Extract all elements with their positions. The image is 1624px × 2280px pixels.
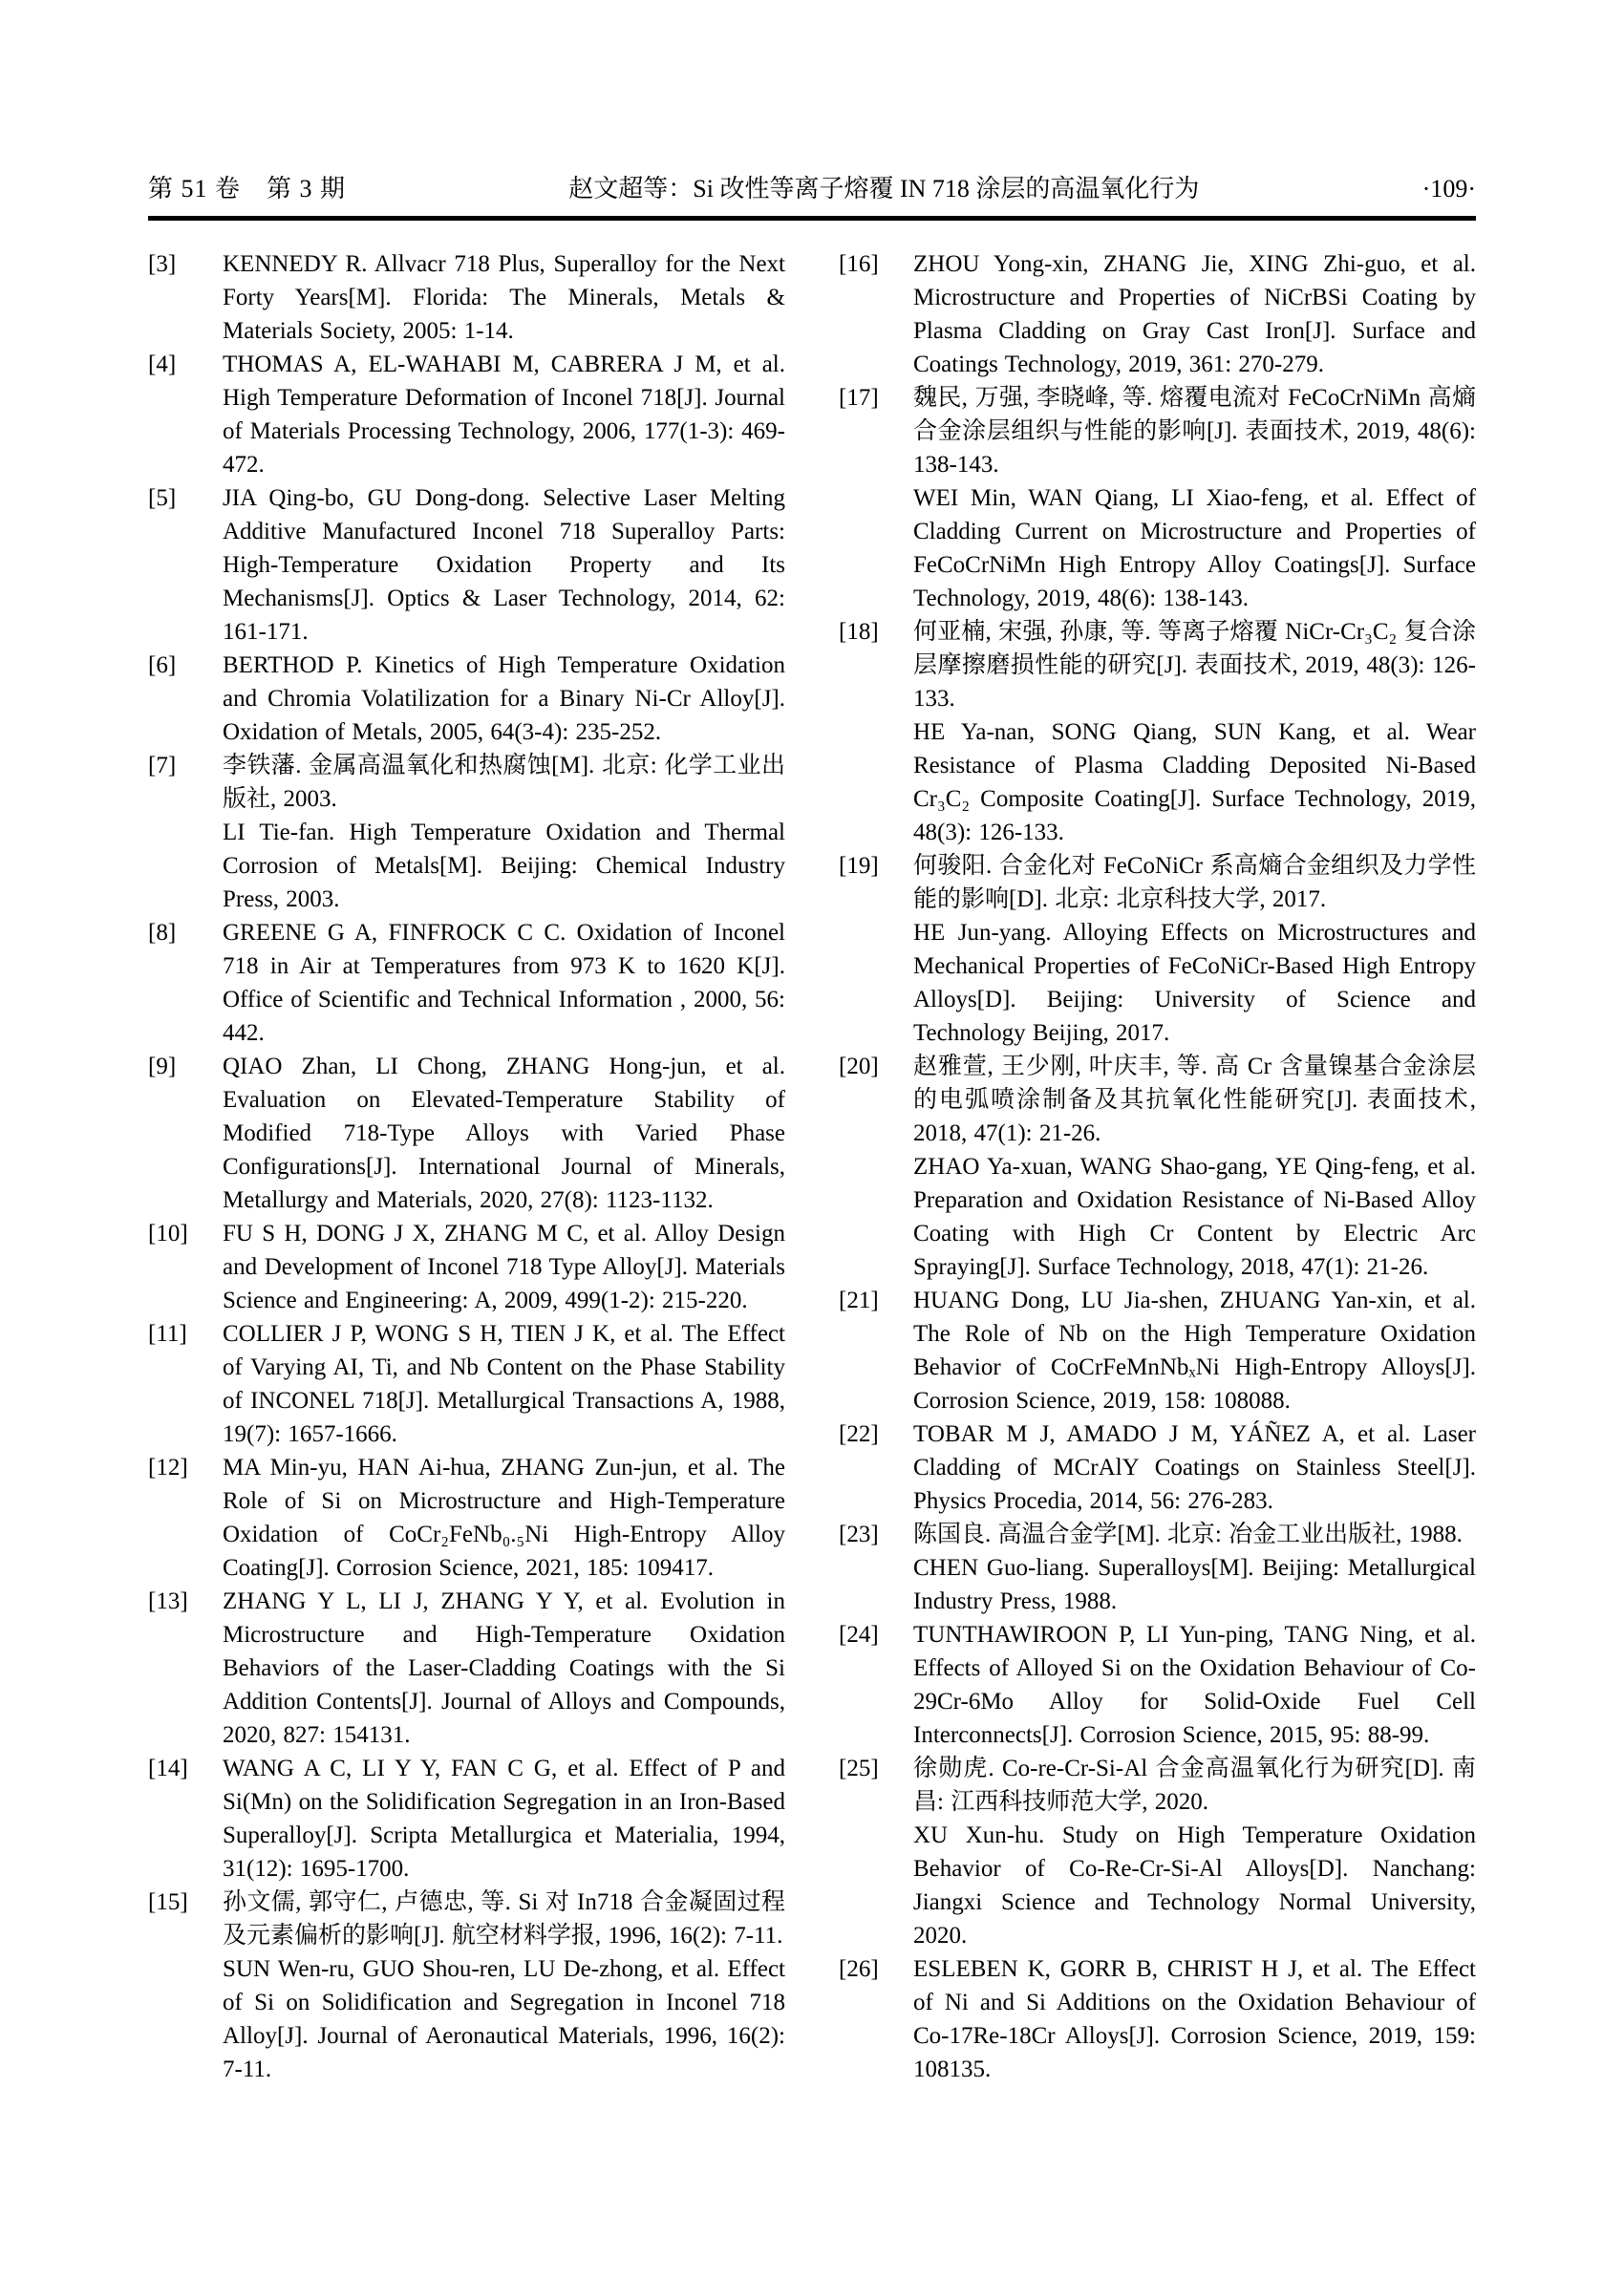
reference-text: 何骏阳. 合金化对 FeCoNiCr 系高熵合金组织及力学性能的影响[D]. 北京: 北京科技大学, 2017.	[913, 853, 1476, 912]
reference-body	[223, 247, 785, 348]
reference-item	[839, 1752, 1476, 1952]
reference-text: 李铁藩. 金属高温氧化和热腐蚀[M]. 北京: 化学工业出版社, 2003.	[223, 753, 785, 812]
reference-text: MA Min-yu, HAN Ai-hua, ZHANG Zun-jun, et al. The Role of Si on Microstructure and High-Temperature Oxidation of CoCr₂FeNb₀.₅Ni High-Entropy Alloy Coating[J]. Corrosion Science, 2021, 185: 109417.	[223, 1455, 785, 1581]
reference-item	[839, 381, 1476, 615]
reference-body	[223, 1217, 785, 1317]
reference-body	[913, 1618, 1476, 1752]
reference-text: ZHAO Ya-xuan, WANG Shao-gang, YE Qing-feng, et al. Preparation and Oxidation Resistance of Ni-Based Alloy Coating with High Cr Content by Electric Arc Spraying[J]. Surface Technology, 2018, 47(1): 21-26.	[913, 1154, 1476, 1280]
reference-body	[223, 1886, 785, 2086]
reference-item	[839, 1952, 1476, 2086]
reference-item	[839, 1050, 1476, 1284]
reference-text: ZHANG Y L, LI J, ZHANG Y Y, et al. Evolution in Microstructure and High-Temperature Oxidation Behaviors of the Laser-Cladding Coatings with the Si Addition Contents[J]. Journal of Alloys and Compounds, 2020, 827: 154131.	[223, 1588, 785, 1748]
reference-item	[148, 749, 785, 916]
reference-body	[913, 849, 1476, 1050]
reference-body	[223, 1585, 785, 1752]
reference-item	[148, 649, 785, 749]
reference-item	[148, 1752, 785, 1886]
reference-number: [13]	[148, 1588, 188, 1614]
reference-body	[913, 1518, 1476, 1618]
reference-body	[913, 1752, 1476, 1952]
reference-body	[223, 1451, 785, 1585]
reference-number: [15]	[148, 1889, 188, 1915]
reference-number: [23]	[839, 1522, 879, 1547]
reference-text: 赵雅萱, 王少刚, 叶庆丰, 等. 高 Cr 含量镍基合金涂层的电弧喷涂制备及其抗氧化性能研究[J]. 表面技术, 2018, 47(1): 21-26.	[913, 1054, 1476, 1146]
reference-body	[913, 1284, 1476, 1417]
reference-number: [20]	[839, 1054, 879, 1079]
reference-item	[839, 1417, 1476, 1518]
reference-body	[913, 1952, 1476, 2086]
reference-item	[148, 1451, 785, 1585]
header-volume-issue: 第 51 卷 第 3 期	[148, 175, 347, 202]
reference-number: [5]	[148, 485, 177, 511]
reference-text: GREENE G A, FINFROCK C C. Oxidation of Inconel 718 in Air at Temperatures from 973 K to 1620 K[J]. Office of Scientific and Technical Information , 2000, 56: 442.	[223, 920, 785, 1046]
reference-text: THOMAS A, EL-WAHABI M, CABRERA J M, et al. High Temperature Deformation of Inconel 718[J]. Journal of Materials Processing Technology, 2006, 177(1-3): 469-472.	[223, 352, 785, 478]
reference-number: [19]	[839, 853, 879, 879]
references-left-column	[148, 247, 785, 2086]
reference-number: [21]	[839, 1288, 879, 1313]
references-right-column	[839, 247, 1476, 2086]
reference-item	[148, 247, 785, 348]
reference-body	[223, 649, 785, 749]
reference-text: JIA Qing-bo, GU Dong-dong. Selective Laser Melting Additive Manufactured Inconel 718 Superalloy Parts: High-Temperature Oxidation Property and Its Mechanisms[J]. Optics & Laser Technology, 2014, 62: 161-171.	[223, 485, 785, 645]
reference-number: [4]	[148, 352, 177, 377]
reference-text: ESLEBEN K, GORR B, CHRIST H J, et al. The Effect of Ni and Si Additions on the Oxidation Behaviour of Co-17Re-18Cr Alloys[J]. Corrosion Science, 2019, 159: 108135.	[913, 1956, 1476, 2082]
reference-item	[148, 1317, 785, 1451]
reference-number: [22]	[839, 1421, 879, 1447]
reference-number: [8]	[148, 920, 177, 946]
reference-text: 孙文儒, 郭守仁, 卢德忠, 等. Si 对 In718 合金凝固过程及元素偏析的影响[J]. 航空材料学报, 1996, 16(2): 7-11.	[223, 1889, 785, 1949]
reference-number: [14]	[148, 1756, 188, 1781]
reference-text: 魏民, 万强, 李晓峰, 等. 熔覆电流对 FeCoCrNiMn 高熵合金涂层组织与性能的影响[J]. 表面技术, 2019, 48(6): 138-143.	[913, 385, 1476, 478]
reference-item	[148, 1050, 785, 1217]
page-header	[148, 174, 1476, 204]
header-rule-divider	[148, 216, 1476, 221]
reference-item	[148, 481, 785, 649]
reference-item	[839, 1618, 1476, 1752]
reference-body	[913, 1417, 1476, 1518]
reference-body	[913, 381, 1476, 615]
reference-item	[839, 247, 1476, 381]
reference-body	[223, 1317, 785, 1451]
reference-body	[223, 749, 785, 916]
reference-text: SUN Wen-ru, GUO Shou-ren, LU De-zhong, et al. Effect of Si on Solidification and Segregation in Inconel 718 Alloy[J]. Journal of Aeronautical Materials, 1996, 16(2): 7-11.	[223, 1956, 785, 2082]
reference-text: 何亚楠, 宋强, 孙康, 等. 等离子熔覆 NiCr-Cr₃C₂ 复合涂层摩擦磨损性能的研究[J]. 表面技术, 2019, 48(3): 126-133.	[913, 619, 1476, 712]
reference-item	[839, 1284, 1476, 1417]
reference-text: HE Ya-nan, SONG Qiang, SUN Kang, et al. Wear Resistance of Plasma Cladding Deposited Ni-Based Cr₃C₂ Composite Coating[J]. Surface Technology, 2019, 48(3): 126-133.	[913, 719, 1476, 845]
reference-number: [25]	[839, 1756, 879, 1781]
reference-text: TOBAR M J, AMADO J M, YÁÑEZ A, et al. Laser Cladding of MCrAlY Coatings on Stainless Steel[J]. Physics Procedia, 2014, 56: 276-283.	[913, 1421, 1476, 1514]
reference-number: [18]	[839, 619, 879, 645]
reference-number: [24]	[839, 1622, 879, 1648]
reference-number: [11]	[148, 1321, 187, 1347]
reference-text: 徐勋虎. Co-re-Cr-Si-Al 合金高温氧化行为研究[D]. 南昌: 江西科技师范大学, 2020.	[913, 1756, 1476, 1815]
reference-text: QIAO Zhan, LI Chong, ZHANG Hong-jun, et al. Evaluation on Elevated-Temperature Stability of Modified 718-Type Alloys with Varied Phase Configurations[J]. International Journal of Minerals, Metallurgy and Materials, 2020, 27(8): 1123-1132.	[223, 1054, 785, 1213]
reference-body	[223, 916, 785, 1050]
reference-text: 陈国良. 高温合金学[M]. 北京: 冶金工业出版社, 1988.	[913, 1522, 1463, 1547]
reference-text: HE Jun-yang. Alloying Effects on Microstructures and Mechanical Properties of FeCoNiCr-Based High Entropy Alloys[D]. Beijing: University of Science and Technology Beijing, 2017.	[913, 920, 1476, 1046]
reference-number: [6]	[148, 652, 177, 678]
reference-number: [12]	[148, 1455, 188, 1481]
reference-body	[223, 348, 785, 481]
reference-text: CHEN Guo-liang. Superalloys[M]. Beijing: Metallurgical Industry Press, 1988.	[913, 1555, 1476, 1614]
reference-text: FU S H, DONG J X, ZHANG M C, et al. Alloy Design and Development of Inconel 718 Type Alloy[J]. Materials Science and Engineering: A, 2009, 499(1-2): 215-220.	[223, 1221, 785, 1313]
reference-text: TUNTHAWIROON P, LI Yun-ping, TANG Ning, et al. Effects of Alloyed Si on the Oxidation Behaviour of Co-29Cr-6Mo Alloy for Solid-Oxide Fuel Cell Interconnects[J]. Corrosion Science, 2015, 95: 88-99.	[913, 1622, 1476, 1748]
reference-number: [16]	[839, 251, 879, 277]
reference-text: WANG A C, LI Y Y, FAN C G, et al. Effect of P and Si(Mn) on the Solidification Segregation in an Iron-Based Superalloy[J]. Scripta Metallurgica et Materialia, 1994, 31(12): 1695-1700.	[223, 1756, 785, 1882]
reference-text: XU Xun-hu. Study on High Temperature Oxidation Behavior of Co-Re-Cr-Si-Al Alloys[D]. Nanchang: Jiangxi Science and Technology Normal University, 2020.	[913, 1822, 1476, 1949]
reference-body	[913, 1050, 1476, 1284]
reference-number: [17]	[839, 385, 879, 411]
reference-item	[148, 1886, 785, 2086]
header-page-number: ·109·	[1421, 175, 1476, 202]
reference-item	[148, 1585, 785, 1752]
header-article-title: 赵文超等：Si 改性等离子熔覆 IN 718 涂层的高温氧化行为	[568, 175, 1200, 202]
reference-number: [7]	[148, 753, 177, 778]
reference-body	[223, 1752, 785, 1886]
reference-number: [10]	[148, 1221, 188, 1247]
reference-item	[148, 348, 785, 481]
reference-item	[839, 615, 1476, 849]
reference-number: [9]	[148, 1054, 177, 1079]
reference-item	[839, 1518, 1476, 1618]
reference-item	[839, 849, 1476, 1050]
reference-number: [3]	[148, 251, 177, 277]
references-section	[148, 247, 1476, 2086]
reference-text: KENNEDY R. Allvacr 718 Plus, Superalloy for the Next Forty Years[M]. Florida: The Minerals, Metals & Materials Society, 2005: 1-14.	[223, 251, 785, 344]
reference-text: COLLIER J P, WONG S H, TIEN J K, et al. The Effect of Varying AI, Ti, and Nb Content on the Phase Stability of INCONEL 718[J]. Metallurgical Transactions A, 1988, 19(7): 1657-1666.	[223, 1321, 785, 1447]
reference-text: WEI Min, WAN Qiang, LI Xiao-feng, et al. Effect of Cladding Current on Microstructure and Properties of FeCoCrNiMn High Entropy Alloy Coatings[J]. Surface Technology, 2019, 48(6): 138-143.	[913, 485, 1476, 611]
reference-item	[148, 916, 785, 1050]
reference-body	[223, 481, 785, 649]
reference-text: HUANG Dong, LU Jia-shen, ZHUANG Yan-xin, et al. The Role of Nb on the High Temperature Oxidation Behavior of CoCrFeMnNbₓNi High-Entropy Alloys[J]. Corrosion Science, 2019, 158: 108088.	[913, 1288, 1476, 1414]
reference-body	[913, 615, 1476, 849]
reference-body	[913, 247, 1476, 381]
reference-text: BERTHOD P. Kinetics of High Temperature Oxidation and Chromia Volatilization for a Binary Ni-Cr Alloy[J]. Oxidation of Metals, 2005, 64(3-4): 235-252.	[223, 652, 785, 745]
reference-text: ZHOU Yong-xin, ZHANG Jie, XING Zhi-guo, et al. Microstructure and Properties of NiCrBSi Coating by Plasma Cladding on Gray Cast Iron[J]. Surface and Coatings Technology, 2019, 361: 270-279.	[913, 251, 1476, 377]
reference-item	[148, 1217, 785, 1317]
reference-text: LI Tie-fan. High Temperature Oxidation and Thermal Corrosion of Metals[M]. Beijing: Chemical Industry Press, 2003.	[223, 820, 785, 912]
reference-body	[223, 1050, 785, 1217]
reference-number: [26]	[839, 1956, 879, 1982]
